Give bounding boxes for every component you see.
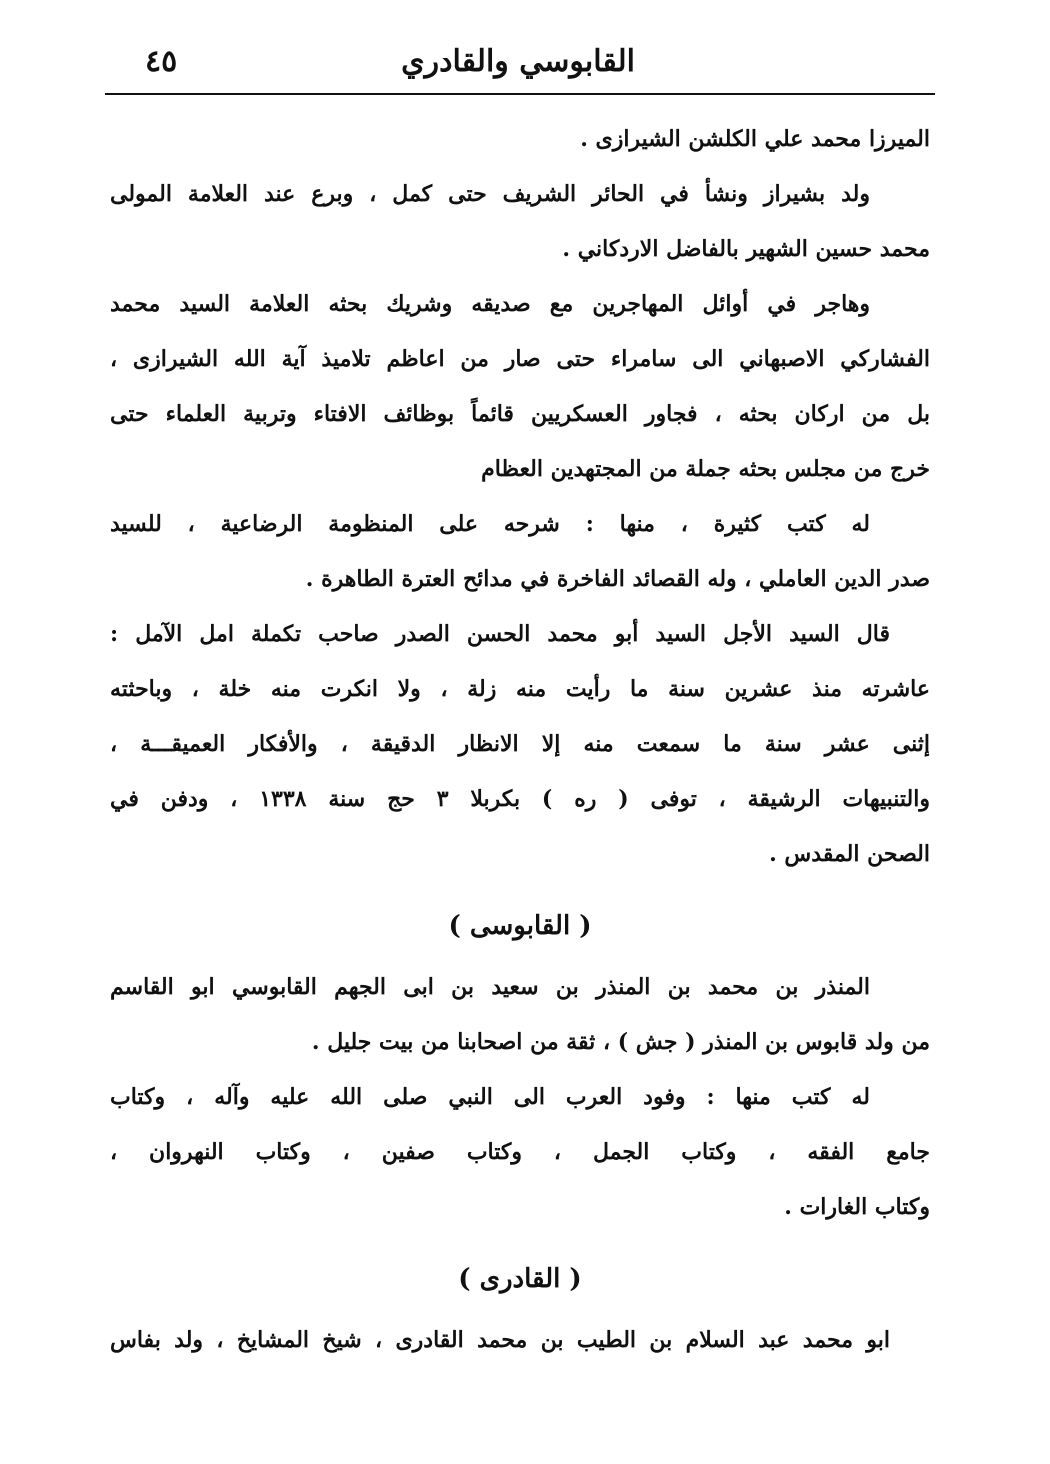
text-line: وهاجر في أوائل المهاجرين مع صديقه وشريك بحثه العلامة السيد محمد: [110, 291, 870, 317]
text-line: الميرزا محمد علي الكلشن الشيرازى .: [580, 126, 930, 152]
page-header: [105, 38, 935, 94]
text-line: إثنى عشر سنة ما سمعت منه إلا الانظار الدقيقة ، والأفكار العميقـــة ،: [110, 731, 930, 757]
text-line: عاشرته منذ عشرين سنة ما رأيت منه زلة ، ولا انكرت منه خلة ، وباحثته: [110, 676, 930, 702]
section-heading-qadiri: ( القادرى ): [458, 1264, 582, 1294]
text-line: له كتب كثيرة ، منها : شرحه على المنظومة الرضاعية ، للسيد: [110, 511, 870, 537]
text-line: والتنبيهات الرشيقة ، توفى ( ره ) بكربلا ٣ حج سنة ١٣٣٨ ، ودفن في: [110, 786, 930, 812]
text-line: خرج من مجلس بحثه جملة من المجتهدين العظام: [481, 456, 930, 482]
text-line: من ولد قابوس بن المنذر ( جش ) ، ثقة من اصحابنا من بيت جليل .: [311, 1029, 930, 1055]
text-line: الصحن المقدس .: [769, 841, 930, 867]
text-line: ولد بشيراز ونشأ في الحائر الشريف حتى كمل ، وبرع عند العلامة المولى: [110, 181, 870, 207]
header-rule: [105, 93, 935, 95]
page-number: ٤٥: [145, 44, 178, 79]
text-line: له كتب منها : وفود العرب الى النبي صلى الله عليه وآله ، وكتاب: [110, 1084, 870, 1110]
text-line: ابو محمد عبد السلام بن الطيب بن محمد القادرى ، شيخ المشايخ ، ولد بفاس: [110, 1327, 890, 1353]
text-line: الفشاركي الاصبهاني الى سامراء حتى صار من اعاظم تلاميذ آية الله الشيرازى ،: [110, 346, 930, 372]
text-line: جامع الفقه ، وكتاب الجمل ، وكتاب صفين ، وكتاب النهروان ،: [110, 1139, 930, 1165]
text-line: وكتاب الغارات .: [784, 1194, 930, 1220]
text-line: صدر الدين العاملي ، وله القصائد الفاخرة في مدائح العترة الطاهرة .: [305, 566, 930, 592]
body-text: [110, 112, 930, 1368]
section-heading-qabusi: ( القابوسى ): [448, 911, 592, 941]
text-line: المنذر بن محمد بن المنذر بن سعيد بن ابى الجهم القابوسي ابو القاسم: [110, 974, 870, 1000]
running-title: القابوسي والقادري: [401, 44, 635, 79]
text-line: بل من اركان بحثه ، فجاور العسكريين قائماً بوظائف الافتاء وتربية العلماء حتى: [110, 401, 930, 427]
text-line: محمد حسين الشهير بالفاضل الاردكاني .: [562, 236, 930, 262]
text-line: قال السيد الأجل السيد أبو محمد الحسن الصدر صاحب تكملة امل الآمل :: [110, 621, 890, 647]
